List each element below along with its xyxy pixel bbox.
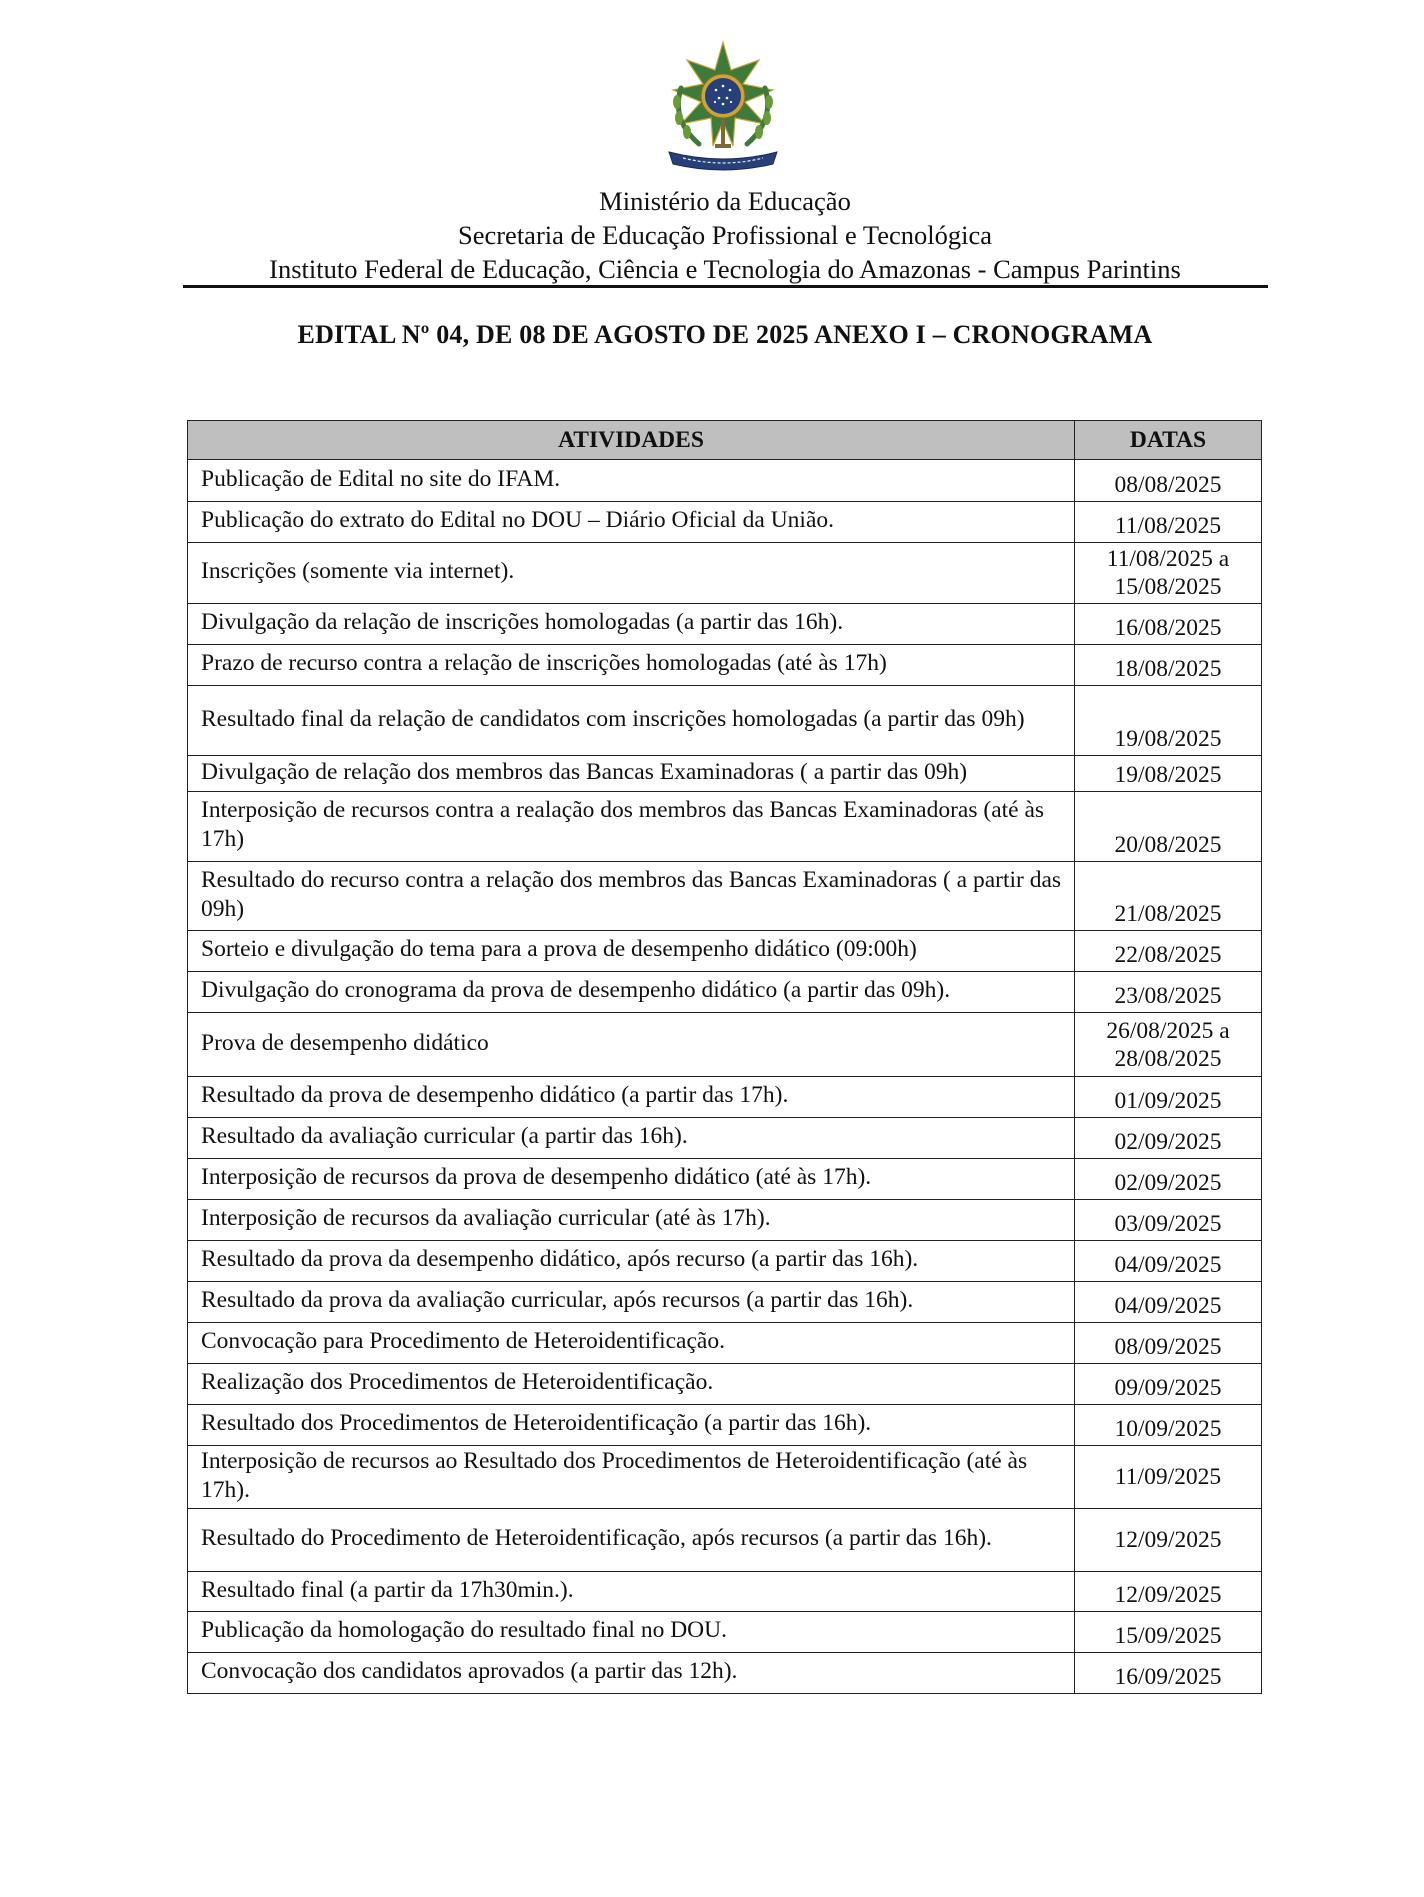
table-row	[188, 1241, 1262, 1282]
date-cell: 09/09/2025	[1075, 1364, 1262, 1405]
activity-cell: Resultado da avaliação curricular (a partir das 16h).	[188, 1118, 1075, 1159]
table-row	[188, 1323, 1262, 1364]
table-row	[188, 862, 1262, 931]
activity-cell: Prova de desempenho didático	[188, 1013, 1075, 1077]
activity-cell: Convocação para Procedimento de Heteroidentificação.	[188, 1323, 1075, 1364]
date-cell: 20/08/2025	[1075, 792, 1262, 862]
activity-cell: Resultado final da relação de candidatos com inscrições homologadas (a partir das 09h)	[188, 686, 1075, 756]
header-divider	[183, 285, 1268, 288]
date-cell: 04/09/2025	[1075, 1282, 1262, 1323]
activity-cell: Realização dos Procedimentos de Heteroidentificação.	[188, 1364, 1075, 1405]
activity-cell: Sorteio e divulgação do tema para a prova de desempenho didático (09:00h)	[188, 931, 1075, 972]
activity-cell: Resultado dos Procedimentos de Heteroidentificação (a partir das 16h).	[188, 1405, 1075, 1446]
date-cell: 15/09/2025	[1075, 1612, 1262, 1653]
table-row	[188, 1013, 1262, 1077]
date-cell: 23/08/2025	[1075, 972, 1262, 1013]
activity-cell: Interposição de recursos da prova de desempenho didático (até às 17h).	[188, 1159, 1075, 1200]
date-cell: 11/08/2025 a 15/08/2025	[1075, 543, 1262, 604]
table-row	[188, 1118, 1262, 1159]
activity-cell: Divulgação do cronograma da prova de desempenho didático (a partir das 09h).	[188, 972, 1075, 1013]
activity-cell: Resultado final (a partir da 17h30min.).	[188, 1572, 1075, 1612]
schedule-table	[187, 420, 1262, 1694]
activity-cell: Publicação de Edital no site do IFAM.	[188, 460, 1075, 502]
table-row	[188, 686, 1262, 756]
activity-cell: Divulgação da relação de inscrições homologadas (a partir das 16h).	[188, 604, 1075, 645]
brazil-coat-of-arms-icon	[661, 40, 785, 172]
date-cell: 18/08/2025	[1075, 645, 1262, 686]
date-cell: 22/08/2025	[1075, 931, 1262, 972]
activity-cell: Resultado da prova de desempenho didático (a partir das 17h).	[188, 1077, 1075, 1118]
column-header-dates: DATAS	[1075, 421, 1262, 460]
activity-cell: Resultado do Procedimento de Heteroidentificação, após recursos (a partir das 16h).	[188, 1509, 1075, 1572]
table-row	[188, 1282, 1262, 1323]
date-cell: 11/09/2025	[1075, 1446, 1262, 1509]
date-cell: 19/08/2025	[1075, 686, 1262, 756]
institution-header	[180, 184, 1270, 286]
date-cell: 16/09/2025	[1075, 1653, 1262, 1694]
table-row	[188, 1612, 1262, 1653]
table-row	[188, 756, 1262, 792]
table-row	[188, 460, 1262, 502]
table-row	[188, 1077, 1262, 1118]
table-row	[188, 604, 1262, 645]
table-row	[188, 1509, 1262, 1572]
table-row	[188, 1200, 1262, 1241]
date-cell: 26/08/2025 a 28/08/2025	[1075, 1013, 1262, 1077]
table-row	[188, 1405, 1262, 1446]
activity-cell: Convocação dos candidatos aprovados (a partir das 12h).	[188, 1653, 1075, 1694]
table-row	[188, 543, 1262, 604]
institute-name: Instituto Federal de Educação, Ciência e Tecnologia do Amazonas - Campus Parintins	[269, 254, 1181, 284]
table-row	[188, 972, 1262, 1013]
table-row	[188, 1364, 1262, 1405]
date-cell: 16/08/2025	[1075, 604, 1262, 645]
table-row	[188, 1446, 1262, 1509]
activity-cell: Resultado do recurso contra a relação dos membros das Bancas Examinadoras ( a partir das 09h)	[188, 862, 1075, 931]
activity-cell: Interposição de recursos da avaliação curricular (até às 17h).	[188, 1200, 1075, 1241]
activity-cell: Resultado da prova da desempenho didático, após recurso (a partir das 16h).	[188, 1241, 1075, 1282]
date-cell: 01/09/2025	[1075, 1077, 1262, 1118]
activity-cell: Interposição de recursos ao Resultado dos Procedimentos de Heteroidentificação (até às 17h).	[188, 1446, 1075, 1509]
activity-cell: Resultado da prova da avaliação curricular, após recursos (a partir das 16h).	[188, 1282, 1075, 1323]
activity-cell: Interposição de recursos contra a realação dos membros das Bancas Examinadoras (até às 17h)	[188, 792, 1075, 862]
activity-cell: Prazo de recurso contra a relação de inscrições homologadas (até às 17h)	[188, 645, 1075, 686]
date-cell: 21/08/2025	[1075, 862, 1262, 931]
secretariat-name: Secretaria de Educação Profissional e Tecnológica	[457, 220, 993, 250]
date-cell: 12/09/2025	[1075, 1509, 1262, 1572]
date-cell: 12/09/2025	[1075, 1572, 1262, 1612]
table-header-row	[188, 421, 1262, 460]
date-cell: 11/08/2025	[1075, 502, 1262, 543]
date-cell: 03/09/2025	[1075, 1200, 1262, 1241]
date-cell: 08/09/2025	[1075, 1323, 1262, 1364]
table-row	[188, 792, 1262, 862]
activity-cell: Publicação do extrato do Edital no DOU – Diário Oficial da União.	[188, 502, 1075, 543]
date-cell: 10/09/2025	[1075, 1405, 1262, 1446]
table-row	[188, 645, 1262, 686]
date-cell: 02/09/2025	[1075, 1159, 1262, 1200]
table-row	[188, 1159, 1262, 1200]
date-cell: 08/08/2025	[1075, 460, 1262, 502]
column-header-activities: ATIVIDADES	[188, 421, 1075, 460]
activity-cell: Inscrições (somente via internet).	[188, 543, 1075, 604]
table-row	[188, 931, 1262, 972]
date-cell: 19/08/2025	[1075, 756, 1262, 792]
activity-cell: Publicação da homologação do resultado final no DOU.	[188, 1612, 1075, 1653]
ministry-name: Ministério da Educação	[599, 186, 851, 216]
date-cell: 04/09/2025	[1075, 1241, 1262, 1282]
activity-cell: Divulgação de relação dos membros das Bancas Examinadoras ( a partir das 09h)	[188, 756, 1075, 792]
document-title: EDITAL Nº 04, DE 08 DE AGOSTO DE 2025 ANEXO I – CRONOGRAMA	[297, 320, 1153, 349]
table-row	[188, 1653, 1262, 1694]
table-row	[188, 502, 1262, 543]
date-cell: 02/09/2025	[1075, 1118, 1262, 1159]
table-row	[188, 1572, 1262, 1612]
